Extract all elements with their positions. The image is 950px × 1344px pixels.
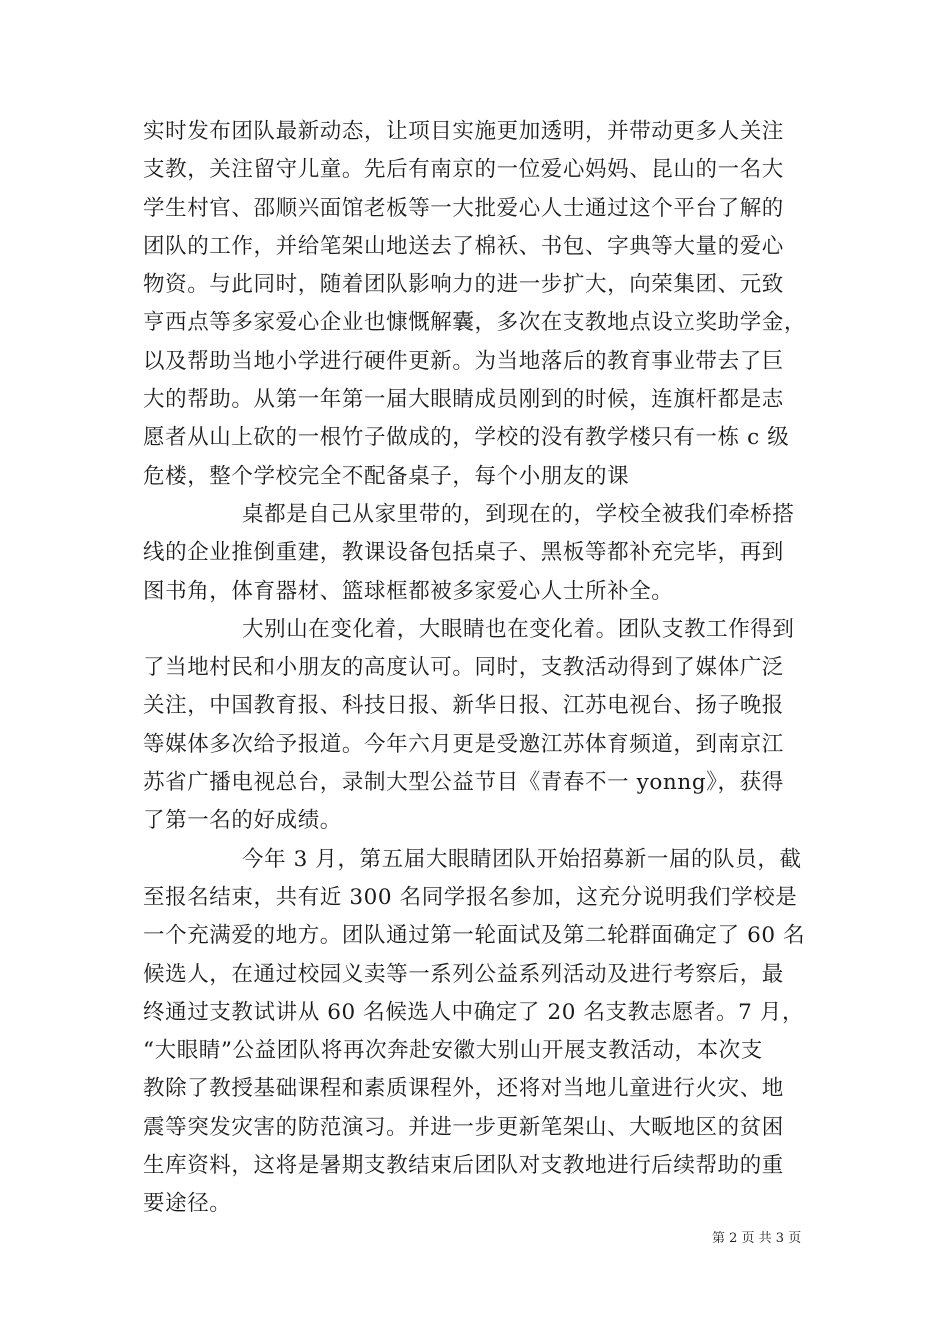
text-line: 大别山在变化着，大眼睛也在变化着。团队支教工作得到 — [242, 616, 795, 642]
text-line: 了当地村民和小朋友的高度认可。同时，支教活动得到了媒体广泛 — [143, 655, 784, 681]
text-line: 学生村官、邵顺兴面馆老板等一大批爱心人士通过这个平台了解的 — [143, 195, 784, 221]
text-line: 物资。与此同时，随着团队影响力的进一步扩大，向荣集团、元致 — [143, 272, 784, 298]
text-line: 候选人，在通过校园义卖等一系列公益系列活动及进行考察后，最 — [143, 961, 784, 987]
text-line: 今年 3 月，第五届大眼睛团队开始招募新一届的队员，截 — [242, 846, 802, 872]
text-line: 等媒体多次给予报道。今年六月更是受邀江苏体育频道，到南京江 — [143, 731, 784, 757]
text-line: 一个充满爱的地方。团队通过第一轮面试及第二轮群面确定了 60 名 — [143, 923, 806, 949]
page-number: 第 2 页 共 3 页 — [712, 1231, 802, 1246]
text-line: 大的帮助。从第一年第一届大眼睛成员刚到的时候，连旗杆都是志 — [143, 387, 784, 413]
text-line: 教除了教授基础课程和素质课程外，还将对当地儿童进行火灾、地 — [143, 1076, 784, 1102]
text-line: 震等突发灾害的防范演习。并进一步更新笔架山、大畈地区的贫困 — [143, 1114, 784, 1140]
text-line: 以及帮助当地小学进行硬件更新。为当地落后的教育事业带去了巨 — [143, 348, 784, 374]
text-line: 至报名结束，共有近 300 名同学报名参加，这充分说明我们学校是 — [143, 884, 798, 910]
document-body — [143, 113, 813, 1224]
text-line: 终通过支教试讲从 60 名候选人中确定了 20 名支教志愿者。7 月， — [143, 999, 805, 1025]
paragraph-2 — [143, 496, 813, 611]
text-line: 图书角，体育器材、篮球框都被多家爱心人士所补全。 — [143, 578, 674, 604]
text-line: 亨西点等多家爱心企业也慷慨解囊，多次在支教地点设立奖助学金， — [143, 310, 807, 336]
text-line: 支教，关注留守儿童。先后有南京的一位爱心妈妈、昆山的一名大 — [143, 157, 784, 183]
text-line: 危楼，整个学校完全不配备桌子，每个小朋友的课 — [143, 463, 630, 489]
text-line: 线的企业推倒重建，教课设备包括桌子、黑板等都补充完毕，再到 — [143, 540, 784, 566]
text-line: 团队的工作，并给笔架山地送去了棉袄、书包、字典等大量的爱心 — [143, 233, 784, 259]
text-line: 苏省广播电视总台，录制大型公益节目《青春不一 yonng》，获得 — [143, 770, 784, 796]
text-line: 愿者从山上砍的一根竹子做成的，学校的没有教学楼只有一栋 c 级 — [143, 425, 790, 451]
text-line: “大眼睛”公益团队将再次奔赴安徽大别山开展支教活动，本次支 — [143, 1038, 763, 1064]
text-line: 实时发布团队最新动态，让项目实施更加透明，并带动更多人关注 — [143, 119, 784, 144]
text-line: 生库资料，这将是暑期支教结束后团队对支教地进行后续帮助的重 — [143, 1153, 784, 1179]
text-line: 了第一名的好成绩。 — [143, 808, 342, 834]
text-line: 桌都是自己从家里带的，到现在的，学校全被我们牵桥搭 — [242, 501, 795, 527]
text-line: 要途径。 — [143, 1191, 232, 1217]
paragraph-3 — [143, 611, 813, 841]
paragraph-1 — [143, 113, 813, 496]
text-line: 关注，中国教育报、科技日报、新华日报、江苏电视台、扬子晚报 — [143, 693, 784, 719]
paragraph-4 — [143, 841, 813, 1224]
